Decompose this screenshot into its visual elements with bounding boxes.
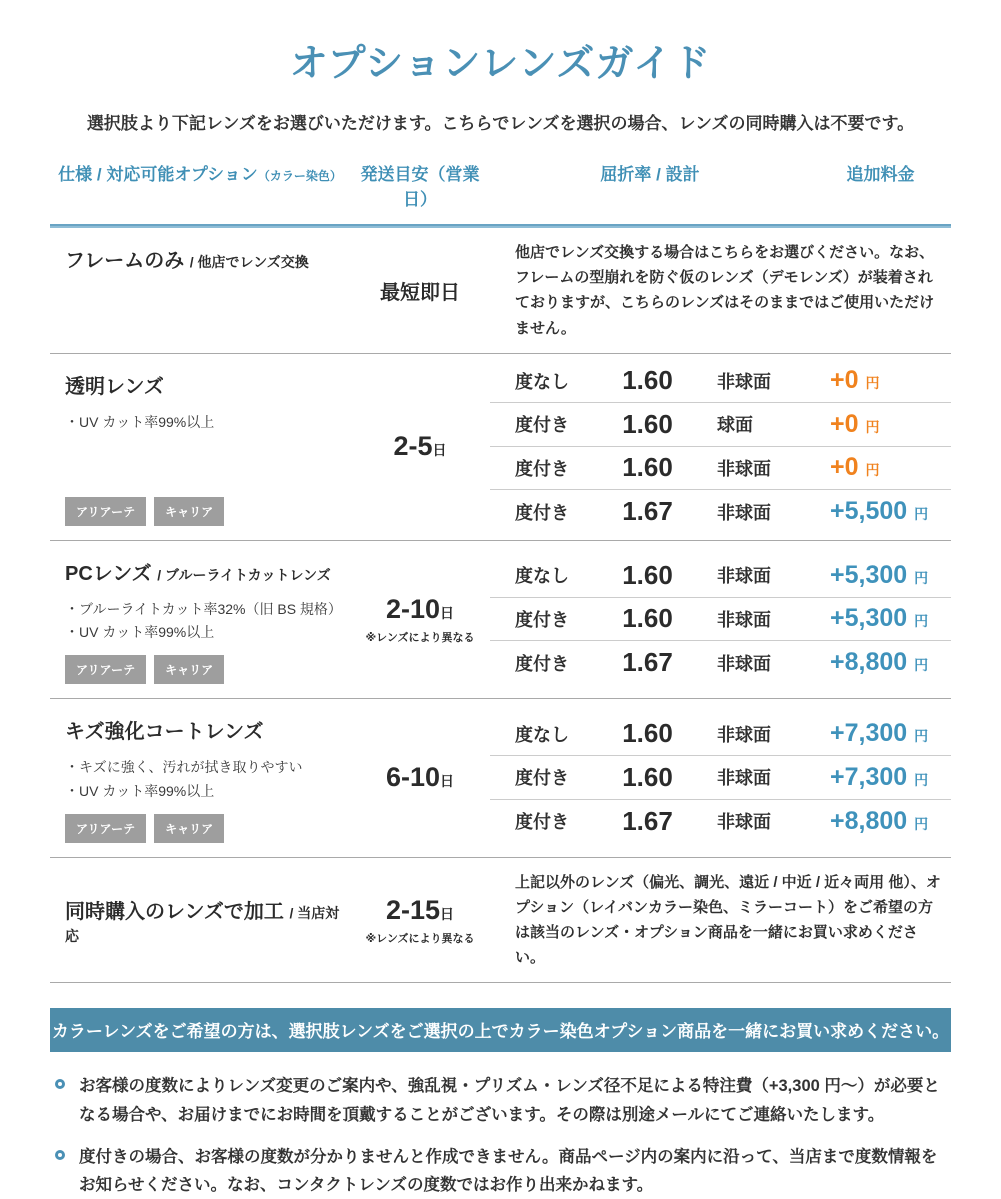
tag-career: キャリア <box>154 814 224 843</box>
shipping-note: ※レンズにより異なる <box>365 631 475 644</box>
spec-cell <box>50 858 350 983</box>
lens-design: 非球面 <box>717 566 771 587</box>
detail-cell <box>490 354 951 540</box>
yen-unit: 円 <box>914 728 929 745</box>
detail-cell <box>490 858 951 983</box>
circle-bullet-icon <box>55 1150 65 1160</box>
option-row <box>490 490 951 534</box>
yen-unit: 円 <box>865 462 880 479</box>
refractive-index: 1.67 <box>622 496 673 527</box>
lens-design: 非球面 <box>717 609 771 630</box>
feature-item: ・UV カット率99%以上 <box>65 413 215 430</box>
yen-unit: 円 <box>914 771 929 788</box>
rx-type: 度付き <box>515 609 569 630</box>
lens-design: 非球面 <box>717 371 771 392</box>
feature-item: ・ブルーライトカット率32%（旧 BS 規格） <box>65 600 342 617</box>
rx-type: 度付き <box>515 458 569 479</box>
lens-design: 非球面 <box>717 502 771 523</box>
option-row <box>490 403 951 447</box>
detail-cell <box>490 228 951 353</box>
add-price: +8,800 円 <box>830 806 929 835</box>
feature-item: ・UV カット率99%以上 <box>65 782 215 799</box>
option-row <box>490 447 951 491</box>
rx-type: 度付き <box>515 653 569 674</box>
lens-name-suffix: / ブルーライトカットレンズ <box>157 566 331 583</box>
rx-type: 度なし <box>515 371 569 392</box>
add-price: +0 円 <box>830 366 880 395</box>
feature-list <box>65 411 350 435</box>
shipping-cell <box>350 354 490 540</box>
yen-unit: 円 <box>914 613 929 630</box>
add-price: +5,300 円 <box>830 604 929 633</box>
rx-type: 度付き <box>515 768 569 789</box>
shipping-cell <box>350 699 490 857</box>
feature-list <box>65 756 350 804</box>
lens-design: 非球面 <box>717 458 771 479</box>
table-row-clear-lens <box>50 354 951 541</box>
refractive-index: 1.60 <box>622 452 673 483</box>
tag-list <box>65 814 350 843</box>
lens-name-suffix: / 他店でレンズ交換 <box>189 254 309 270</box>
lens-design: 非球面 <box>717 653 771 674</box>
option-row <box>490 756 951 800</box>
refractive-index: 1.60 <box>622 603 673 634</box>
lens-design: 非球面 <box>717 768 771 789</box>
shipping-cell <box>350 228 490 353</box>
lens-name: 同時購入のレンズで加工 / 当店対応 <box>65 901 340 945</box>
header-spec: 仕様 / 対応可能オプション（カラー染色） <box>58 165 342 184</box>
color-lens-banner: カラーレンズをご希望の方は、選択肢レンズをご選択の上でカラー染色オプション商品を一緒にお買い求めください。 <box>50 1008 951 1052</box>
circle-bullet-icon <box>55 1079 65 1089</box>
header-spec-note: （カラー染色） <box>257 169 342 183</box>
option-row <box>490 598 951 642</box>
detail-cell <box>490 699 951 857</box>
rx-type: 度なし <box>515 566 569 587</box>
tag-list <box>65 655 350 684</box>
shipping-days: 6-10日 <box>385 762 455 793</box>
add-price: +5,500 円 <box>830 497 929 526</box>
header-index-design: 屈折率 / 設計 <box>600 165 700 184</box>
option-row <box>490 360 951 404</box>
refractive-index: 1.60 <box>622 718 673 749</box>
shipping-cell <box>350 541 490 699</box>
yen-unit: 円 <box>914 569 929 586</box>
page-subtitle: 選択肢より下記レンズをお選びいただけます。こちらでレンズを選択の場合、レンズの同時購入は不要です。 <box>86 114 915 133</box>
lens-name: キズ強化コートレンズ <box>65 721 264 744</box>
add-price: +7,300 円 <box>830 762 929 791</box>
refractive-index: 1.60 <box>622 559 673 590</box>
row-description: 他店でレンズ交換する場合はこちらをお選びください。なお、フレームの型崩れを防ぐ仮のレンズ（デモレンズ）が装着されておりますが、こちらのレンズはそのままではご使用いただけません。 <box>515 244 935 337</box>
yen-unit: 円 <box>914 815 929 832</box>
refractive-index: 1.67 <box>622 805 673 836</box>
lens-name-suffix: / 当店対応 <box>65 905 340 945</box>
table-row-pc-lens <box>50 541 951 700</box>
tag-career: キャリア <box>154 655 224 684</box>
notes-section <box>55 1072 951 1198</box>
note-text: お客様の度数によりレンズ変更のご案内や、強乱視・プリズム・レンズ径不足による特注費（+3,300 円～）が必要となる場合や、お届けまでにお時間を頂戴することがございます。その際は別途メールにてご連絡いたします。 <box>79 1077 940 1124</box>
row-description: 上記以外のレンズ（偏光、調光、遠近 / 中近 / 近々両用 他）、オプション（レイバンカラー染色、ミラーコート）をご希望の方は該当のレンズ・オプション商品を一緒にお買い求めください。 <box>515 873 941 967</box>
detail-cell <box>490 541 951 699</box>
tag-ariarte: アリアーテ <box>65 814 146 843</box>
feature-item: ・UV カット率99%以上 <box>65 624 215 641</box>
add-price: +7,300 円 <box>830 719 929 748</box>
refractive-index: 1.60 <box>622 761 673 792</box>
add-price: +8,800 円 <box>830 648 929 677</box>
option-row <box>490 554 951 598</box>
page-title: オプションレンズガイド <box>289 43 712 85</box>
refractive-index: 1.60 <box>622 408 673 439</box>
table-row-frame-only <box>50 228 951 354</box>
feature-item: ・キズに強く、汚れが拭き取りやすい <box>65 759 303 776</box>
table-row-copurchase-lens <box>50 858 951 984</box>
tag-list <box>65 497 350 526</box>
spec-cell <box>50 541 350 699</box>
add-price: +0 円 <box>830 453 880 482</box>
yen-unit: 円 <box>865 375 880 392</box>
add-price: +5,300 円 <box>830 560 929 589</box>
rx-type: 度付き <box>515 812 569 833</box>
shipping-unit: 日 <box>440 604 455 621</box>
rx-type: 度なし <box>515 724 569 745</box>
lens-design: 非球面 <box>717 724 771 745</box>
spec-cell <box>50 699 350 857</box>
spec-cell <box>50 354 350 540</box>
option-row <box>490 713 951 757</box>
refractive-index: 1.60 <box>622 365 673 396</box>
shipping-days: 2-5日 <box>393 431 447 462</box>
option-row <box>490 641 951 685</box>
shipping-days: 2-15日 <box>385 894 455 925</box>
yen-unit: 円 <box>914 657 929 674</box>
shipping-days: 2-10日 <box>385 593 455 624</box>
shipping-cell <box>350 858 490 983</box>
lens-design: 球面 <box>717 415 753 436</box>
note-text: 度付きの場合、お客様の度数が分かりませんと作成できません。商品ページ内の案内に沿って、当店まで度数情報をお知らせください。なお、コンタクトレンズの度数ではお作り出来かねます。 <box>79 1147 938 1194</box>
shipping-unit: 日 <box>440 773 455 790</box>
rx-type: 度付き <box>515 502 569 523</box>
lens-name: 透明レンズ <box>65 375 164 398</box>
tag-ariarte: アリアーテ <box>65 655 146 684</box>
header-price: 追加料金 <box>846 165 915 184</box>
refractive-index: 1.67 <box>622 647 673 678</box>
table-row-scratch-coat-lens <box>50 699 951 858</box>
tag-ariarte: アリアーテ <box>65 497 146 526</box>
rx-type: 度付き <box>515 415 569 436</box>
header-shipping: 発送目安（営業日） <box>360 165 480 209</box>
lens-table <box>50 160 951 983</box>
lens-design: 非球面 <box>717 812 771 833</box>
note-item <box>55 1072 951 1128</box>
shipping-note: ※レンズにより異なる <box>365 932 475 945</box>
yen-unit: 円 <box>865 418 880 435</box>
shipping-days: 最短即日 <box>380 281 460 304</box>
feature-list <box>65 598 350 646</box>
note-item <box>55 1143 951 1199</box>
spec-cell <box>50 228 350 353</box>
add-price: +0 円 <box>830 409 880 438</box>
shipping-unit: 日 <box>432 442 447 459</box>
lens-name: PCレンズ / ブルーライトカットレンズ <box>65 562 331 585</box>
yen-unit: 円 <box>914 506 929 523</box>
option-row <box>490 800 951 844</box>
tag-career: キャリア <box>154 497 224 526</box>
shipping-unit: 日 <box>440 905 455 922</box>
table-header-row <box>50 160 951 210</box>
lens-name: フレームのみ / 他店でレンズ交換 <box>65 250 309 272</box>
